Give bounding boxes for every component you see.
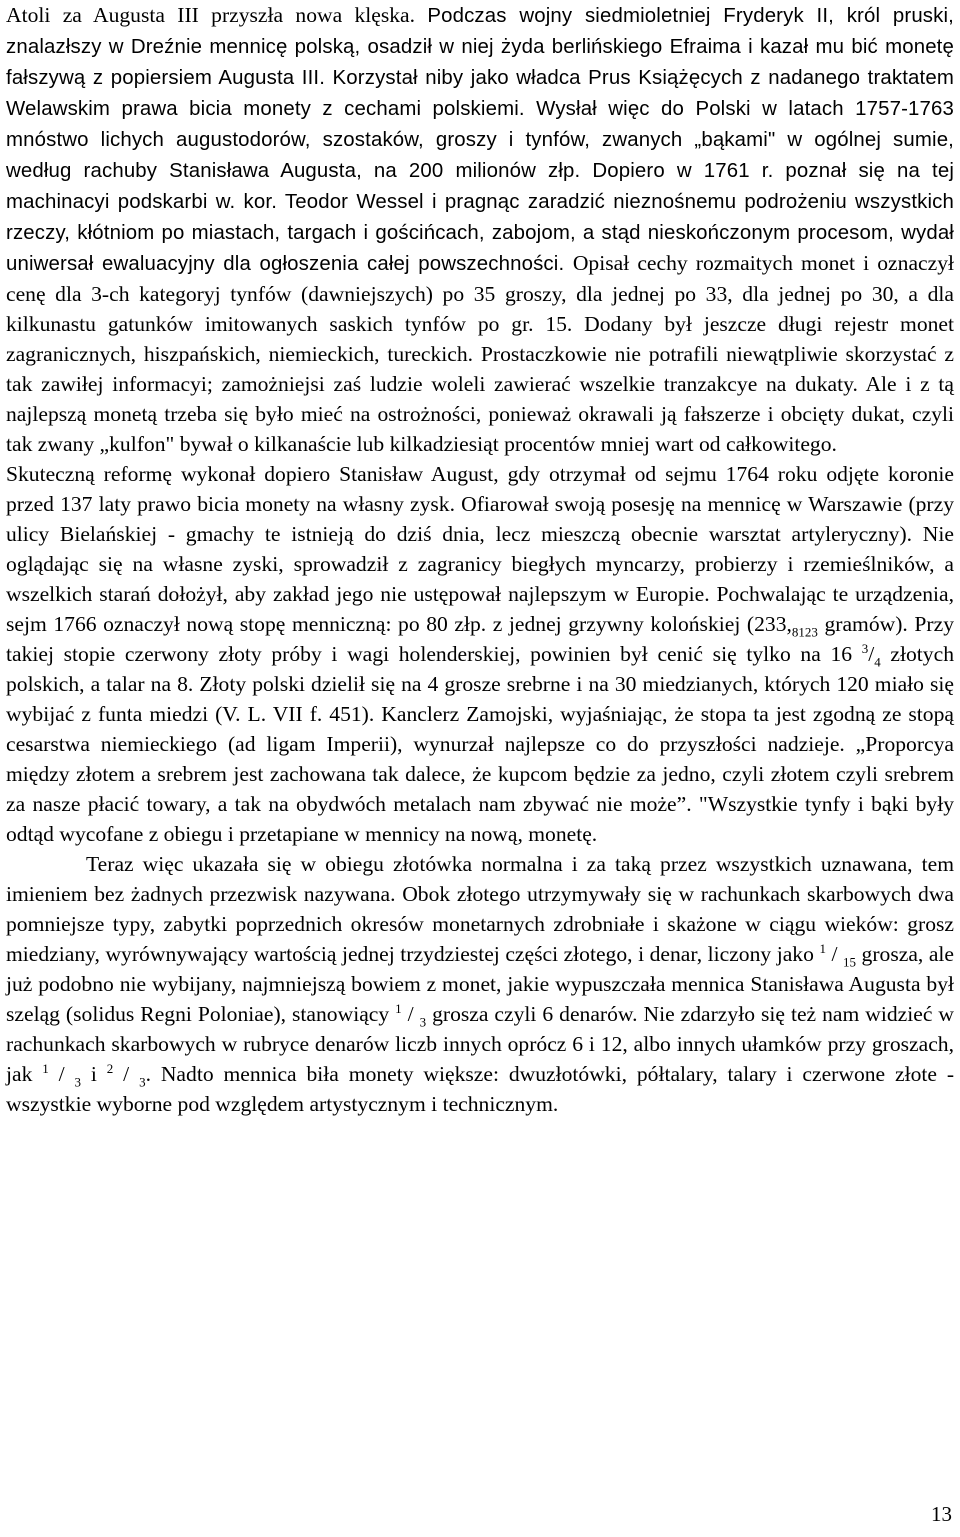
text-span: 1 (395, 1000, 402, 1016)
text-span: / (48, 1062, 75, 1086)
text-span: / (401, 1002, 420, 1026)
text-span: / (868, 642, 875, 666)
text-span: 1 (42, 1060, 49, 1076)
text-span: złotych polskich, a talar na 8. Złoty polski dzielił się na 4 grosze srebrne i na 30 miedzianych, których 120 miało się wybijać z funta miedzi (V. L. VII f. 451). Kanclerz Zamojski, wyjaśniając, że stopa ta jest zgodną ze stopą cesarstwa niemieckiego (ad ligam Imperii), wynurzał najlepsze co do przyszłości nadzieje. „Proporcya między złotem a srebrem jest zachowana tak dalece, że kupcom będzie za jedno, czyli złotem czyli srebrem za nasze płacić towary, a tak na obydwóch metalach nam zbywać nie może”. "Wszystkie tynfy i bąki były odtąd wycofane z obiegu i przetapiane w mennicy na nową, monetę. (6, 642, 954, 846)
text-span: . Nadto mennica biła monety większe: dwuzłotówki, półtalary, talary i czerwone złote - wszystkie wyborne pod względem artystycznym i technicznym. (6, 1062, 955, 1116)
text-span: gramów). Przy takiej stopie czerwony złoty próby i wagi holenderskiej, powinien był cenić się tylko na 16 (6, 612, 954, 666)
text-span: grosza, ale już podobno nie wybijany, najmniejszą bowiem z monet, jakie wypuszczała mennica Stanisława Augusta był szeląg (solidus Regni Poloniae), stanowiący (6, 942, 955, 1026)
text-span: grosza czyli 6 denarów. Nie zdarzyło się też nam widzieć w rachunkach skarbowych w rubryce denarów liczb innych oprócz 6 i 12, albo innych ułamków przy groszach, jak (6, 1002, 954, 1086)
paragraph-2 (6, 459, 954, 849)
text-span: i (81, 1062, 107, 1086)
text-span: / (825, 942, 844, 966)
text-span: 4 (874, 654, 881, 670)
text-span: Atoli za Augusta III przyszła nowa klęska. (6, 3, 428, 27)
text-span: 3 (139, 1074, 146, 1090)
text-span: 8123 (791, 624, 818, 640)
text-span: 3 (861, 640, 869, 656)
text-span: 1 (819, 940, 826, 956)
text-span: Skuteczną reformę wykonał dopiero Stanisław August, gdy otrzymał od sejmu 1764 roku odjęte koronie przed 137 laty prawo bicia monety na własny zysk. Ofiarował swoją posesję na mennicę w Warszawie (przy ulicy Bielańskiej - gmachy te istnieją do dziś dnia, lecz mieszczą obecnie warsztat artyleryczny). Nie oglądając się na własne zyski, sprowadził z zagranicy biegłych myncarzy, probierzy i rzemieślników, a wszelkich starań dołożył, aby zakład jego nie ustępował najlepszym w Europie. Pochwalając te urządzenia, sejm 1766 oznaczył nową stopę menniczną: po 80 złp. z jednej grzywny kolońskiej (233, (6, 462, 954, 636)
text-span: Teraz więc ukazała się w obiegu złotówka normalna i za taką przez wszystkich uznawana, tem imieniem bez żadnych przezwisk nazywana. Obok złotego utrzymywały się w rachunkach skarbowych dwa pomniejsze typy, zabytki poprzednich okresów monetarnych zdrobniałe i skażone w ciągu wieków: grosz miedziany, wyrównywający wartością jednej trzydziestej części złotego, i denar, liczony jako (6, 852, 954, 966)
page-number: 13 (931, 1502, 952, 1526)
document-page (6, 0, 954, 1119)
text-span: Opisał cechy rozmaitych monet i oznaczył cenę dla 3-ch kategoryj tynfów (dawniejszych) po 35 groszy, dla jednej po 33, dla jednej po 30, a dla kilkunastu gatunków imitowanych saskich tynfów po gr. 15. Dodany był jeszcze długi rejestr monet zagranicznych, hiszpańskich, niemieckich, tureckich. Prostaczkowie nie potrafili niewątpliwie skorzystać z tak zawiłej informacyi; zamożniejsi zaś ludzie woleli zawierać wszelkie tranzakcye na dukaty. Ale i z tą najlepszą monetą trzeba się było mieć na ostrożności, ponieważ okrawali ją fałszerze i obcięty dukat, czyli tak zwany „kulfon" bywał o kilkanaście lub kilkadziesiąt procentów mniej wart od całkowitego. (6, 251, 954, 456)
text-span: 3 (74, 1074, 82, 1090)
text-span: 15 (843, 954, 857, 970)
paragraph-1 (6, 0, 954, 459)
text-span: / (113, 1062, 140, 1086)
paragraph-3 (6, 849, 954, 1119)
text-span: 3 (419, 1014, 427, 1030)
text-span: Podczas wojny siedmioletniej Fryderyk II, król pruski, znalazłszy w Dreźnie mennicę polską, osadził w niej żyda berlińskiego Efraima i kazał mu bić monetę fałszywą z popiersiem Augusta III. Korzystał niby jako władca Prus Książęcych z nadanego traktatem Welawskim prawa bicia monety z cechami polskiemi. Wysłał więc do Polski w latach 1757-1763 mnóstwo lichych augustodorów, szostaków, groszy i tynfów, zwanych „bąkami" w ogólnej sumie, według rachuby Stanisława Augusta, na 200 milionów złp. Dopiero w 1761 r. poznał się na tej machinacyi podskarbi w. kor. Teodor Wessel i pragnąc zaradzić nieznośnemu podrożeniu wszystkich rzeczy, kłótniom po miastach, targach i gościńcach, zabojom, a stąd nieskończonym procesom, wydał uniwersał ewaluacyjny dla ogłoszenia całej powszechności. (6, 5, 954, 275)
text-span: 2 (106, 1060, 114, 1076)
